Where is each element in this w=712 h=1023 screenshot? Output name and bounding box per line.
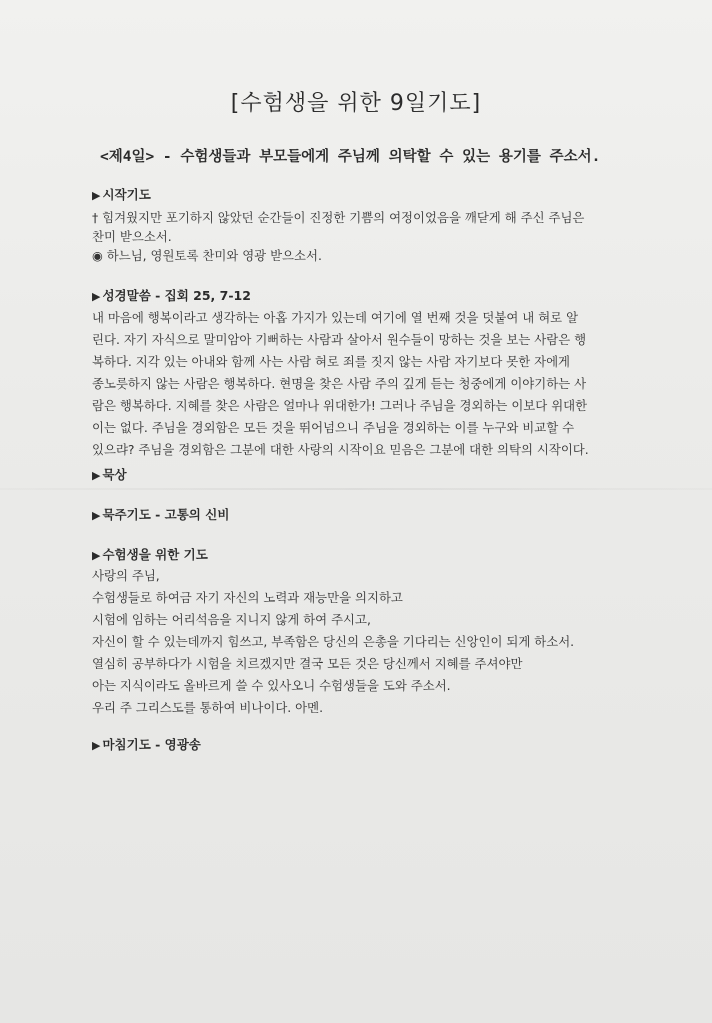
scripture-line: 복하다. 지각 있는 아내와 함께 사는 사람 혀로 죄를 짓지 않는 사람 자기보다 못한 자에게 — [92, 354, 571, 369]
prayer-line: 시험에 임하는 어리석음을 지니지 않게 하여 주시고, — [92, 612, 371, 627]
opening-line: † 힘겨웠지만 포기하지 않았던 순간들이 진정한 기쁨의 여정이었음을 깨닫게 해 주신 주님은 — [92, 210, 585, 225]
opening-response: ◉ 하느님, 영원토록 찬미와 영광 받으소서. — [92, 248, 322, 263]
paper-fold — [0, 488, 712, 490]
section-heading-opening: ▶ 시작기도 — [92, 187, 151, 202]
triangle-bullet-icon: ▶ — [92, 739, 101, 752]
scripture-line: 람은 행복하다. 지혜를 찾은 사람은 얼마나 위대한가! 그러나 주님을 경외하는 이보다 위대한 — [92, 398, 588, 413]
scripture-line: 이는 없다. 주님을 경외함은 모든 것을 뛰어넘으니 주님을 경외하는 이를 누구와 비교할 수 — [92, 420, 575, 435]
prayer-line: 아는 지식이라도 올바르게 쓸 수 있사오니 수험생들을 도와 주소서. — [92, 678, 451, 693]
scripture-line: 린다. 자기 자식으로 말미암아 기뻐하는 사람과 살아서 원수들이 망하는 것을 보는 사람은 행 — [92, 332, 587, 347]
prayer-line: 우리 주 그리스도를 통하여 비나이다. 아멘. — [92, 700, 324, 715]
page-title: [수험생을 위한 9일기도] — [230, 91, 482, 116]
scripture-line: 종노릇하지 않는 사람은 행복하다. 현명을 찾은 사람 주의 깊게 듣는 청중에게 이야기하는 사 — [92, 376, 587, 391]
section-heading-scripture: ▶ 성경말씀 - 집회 25, 7-12 — [92, 288, 251, 303]
triangle-bullet-icon: ▶ — [92, 469, 101, 482]
triangle-bullet-icon: ▶ — [92, 290, 101, 303]
triangle-bullet-icon: ▶ — [92, 549, 101, 562]
opening-line: 찬미 받으소서. — [92, 229, 172, 244]
triangle-bullet-icon: ▶ — [92, 509, 101, 522]
prayer-line: 수험생들로 하여금 자기 자신의 노력과 재능만을 의지하고 — [92, 590, 403, 605]
scripture-line: 있으랴? 주님을 경외함은 그분에 대한 사랑의 시작이요 믿음은 그분에 대한 의탁의 시작이다. — [92, 442, 589, 457]
prayer-line: 자신이 할 수 있는데까지 힘쓰고, 부족함은 당신의 은총을 기다리는 신앙인이 되게 하소서. — [92, 634, 575, 649]
day-subtitle: <제4일> - 수험생들과 부모들에게 주님께 의탁할 수 있는 용기를 주소서. — [100, 149, 601, 165]
scripture-line: 내 마음에 행복이라고 생각하는 아홉 가지가 있는데 여기에 열 번째 것을 덧붙여 내 혀로 알 — [92, 310, 579, 325]
section-heading-closing: ▶ 마침기도 - 영광송 — [92, 737, 201, 752]
section-heading-rosary: ▶ 묵주기도 - 고통의 신비 — [92, 507, 230, 522]
prayer-line: 사랑의 주님, — [92, 568, 160, 583]
section-heading-prayer: ▶ 수험생을 위한 기도 — [92, 547, 208, 562]
prayer-line: 열심히 공부하다가 시험을 치르겠지만 결국 모든 것은 당신께서 지혜를 주셔야만 — [92, 656, 523, 671]
section-heading-meditation: ▶ 묵상 — [92, 467, 127, 482]
triangle-bullet-icon: ▶ — [92, 189, 101, 202]
